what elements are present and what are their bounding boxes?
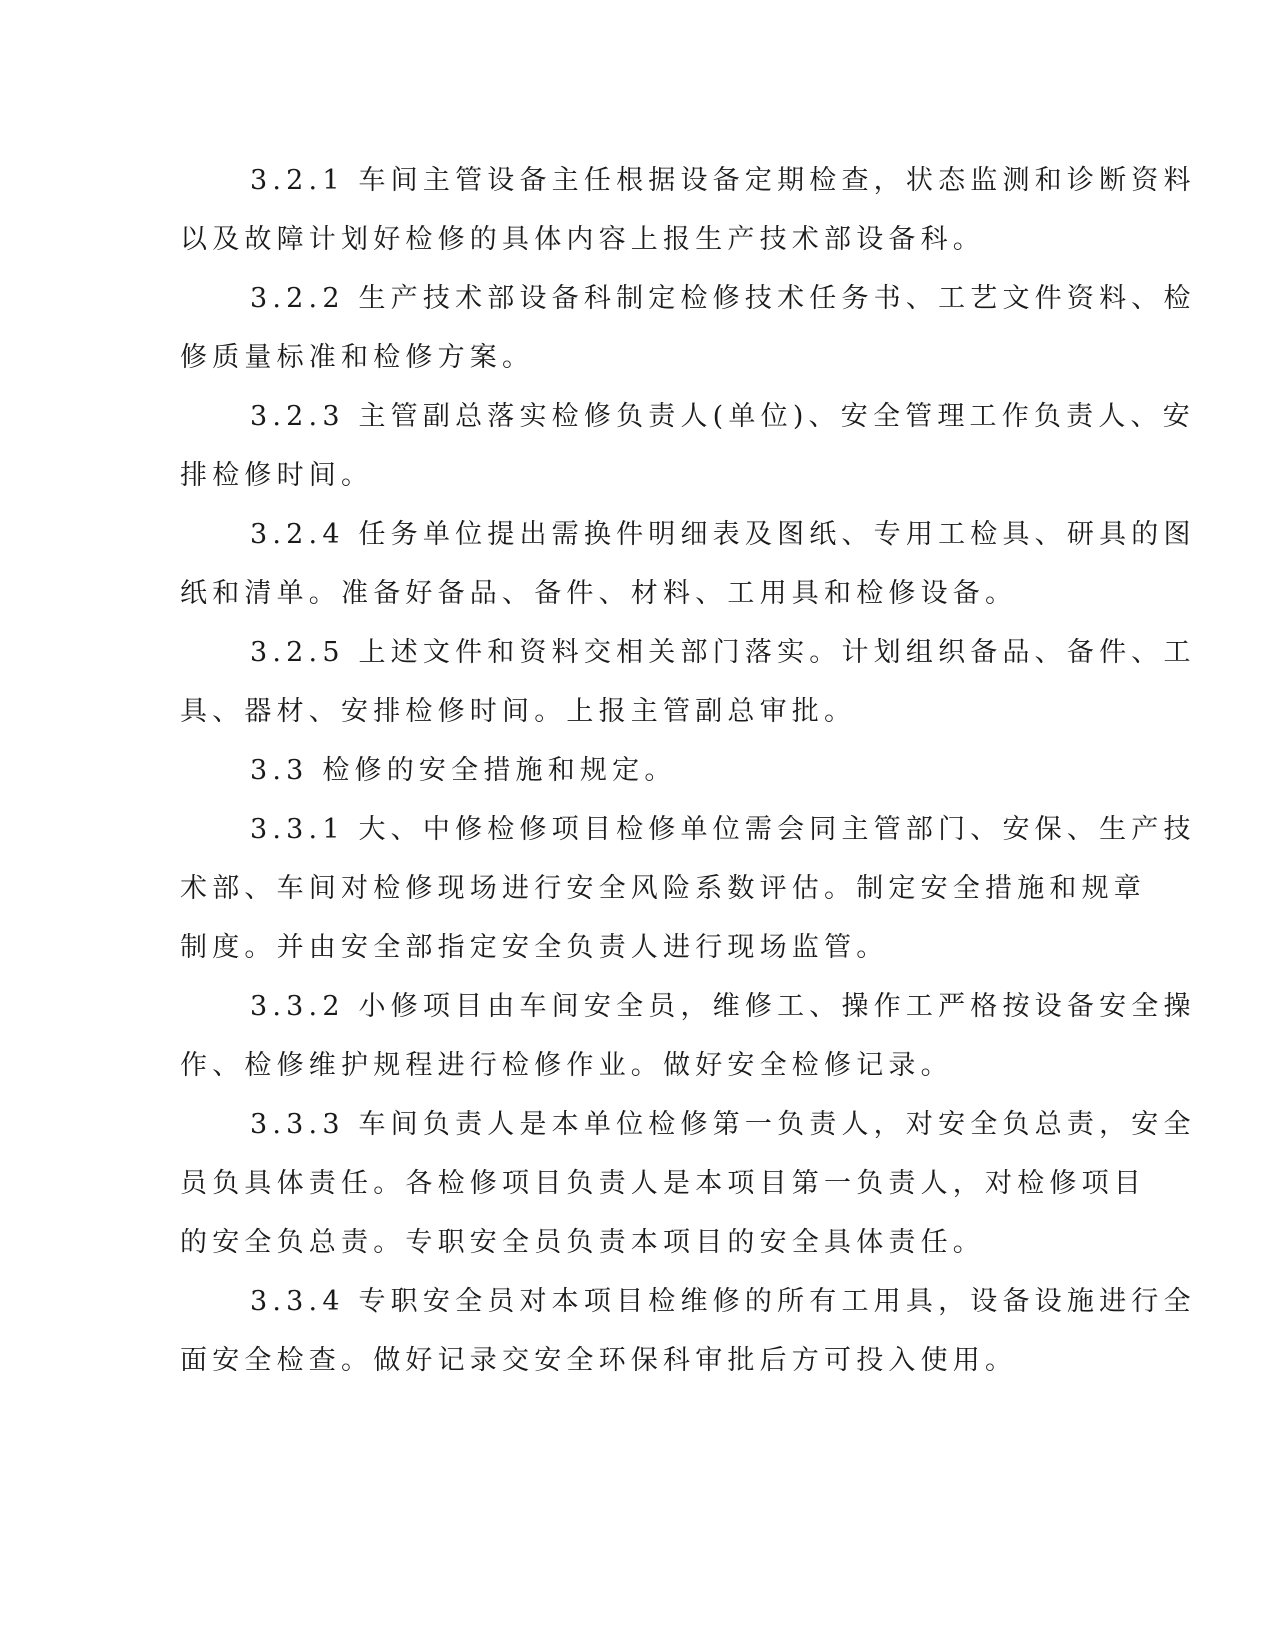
paragraph-3-2-2-line-2: 修质量标准和检修方案。	[180, 342, 535, 373]
paragraph-3-2-1-line-1: 3.2.1 车间主管设备主任根据设备定期检查，状态监测和诊断资料	[250, 165, 1196, 196]
paragraph-3-2-4-line-2: 纸和清单。准备好备品、备件、材料、工用具和检修设备。	[180, 578, 1018, 609]
paragraph-3-2-1-line-2: 以及故障计划好检修的具体内容上报生产技术部设备科。	[180, 224, 985, 255]
paragraph-3-3-1-line-1: 3.3.1 大、中修检修项目检修单位需会同主管部门、安保、生产技	[250, 814, 1196, 845]
paragraph-3-3-3-line-1: 3.3.3 车间负责人是本单位检修第一负责人，对安全负总责，安全	[250, 1109, 1196, 1140]
paragraph-3-3-3-line-2: 员负具体责任。各检修项目负责人是本项目第一负责人，对检修项目	[180, 1168, 1146, 1199]
section-3-3-heading: 3.3 检修的安全措施和规定。	[250, 755, 677, 786]
paragraph-3-3-2-line-2: 作、检修维护规程进行检修作业。做好安全检修记录。	[180, 1050, 953, 1081]
paragraph-3-3-2-line-1: 3.3.2 小修项目由车间安全员，维修工、操作工严格按设备安全操	[250, 991, 1196, 1022]
paragraph-3-2-3-line-2: 排检修时间。	[180, 460, 374, 491]
paragraph-3-2-5-line-2: 具、器材、安排检修时间。上报主管副总审批。	[180, 696, 857, 727]
paragraph-3-3-3-line-3: 的安全负总责。专职安全员负责本项目的安全具体责任。	[180, 1227, 985, 1258]
paragraph-3-3-1-line-3: 制度。并由安全部指定安全负责人进行现场监管。	[180, 932, 889, 963]
paragraph-3-2-2-line-1: 3.2.2 生产技术部设备科制定检修技术任务书、工艺文件资料、检	[250, 283, 1196, 314]
paragraph-3-2-4-line-1: 3.2.4 任务单位提出需换件明细表及图纸、专用工检具、研具的图	[250, 519, 1196, 550]
paragraph-3-3-4-line-1: 3.3.4 专职安全员对本项目检维修的所有工用具，设备设施进行全	[250, 1286, 1196, 1317]
paragraph-3-2-5-line-1: 3.2.5 上述文件和资料交相关部门落实。计划组织备品、备件、工	[250, 637, 1196, 668]
paragraph-3-3-1-line-2: 术部、车间对检修现场进行安全风险系数评估。制定安全措施和规章	[180, 873, 1146, 904]
paragraph-3-3-4-line-2: 面安全检查。做好记录交安全环保科审批后方可投入使用。	[180, 1345, 1018, 1376]
paragraph-3-2-3-line-1: 3.2.3 主管副总落实检修负责人(单位)、安全管理工作负责人、安	[250, 401, 1195, 432]
